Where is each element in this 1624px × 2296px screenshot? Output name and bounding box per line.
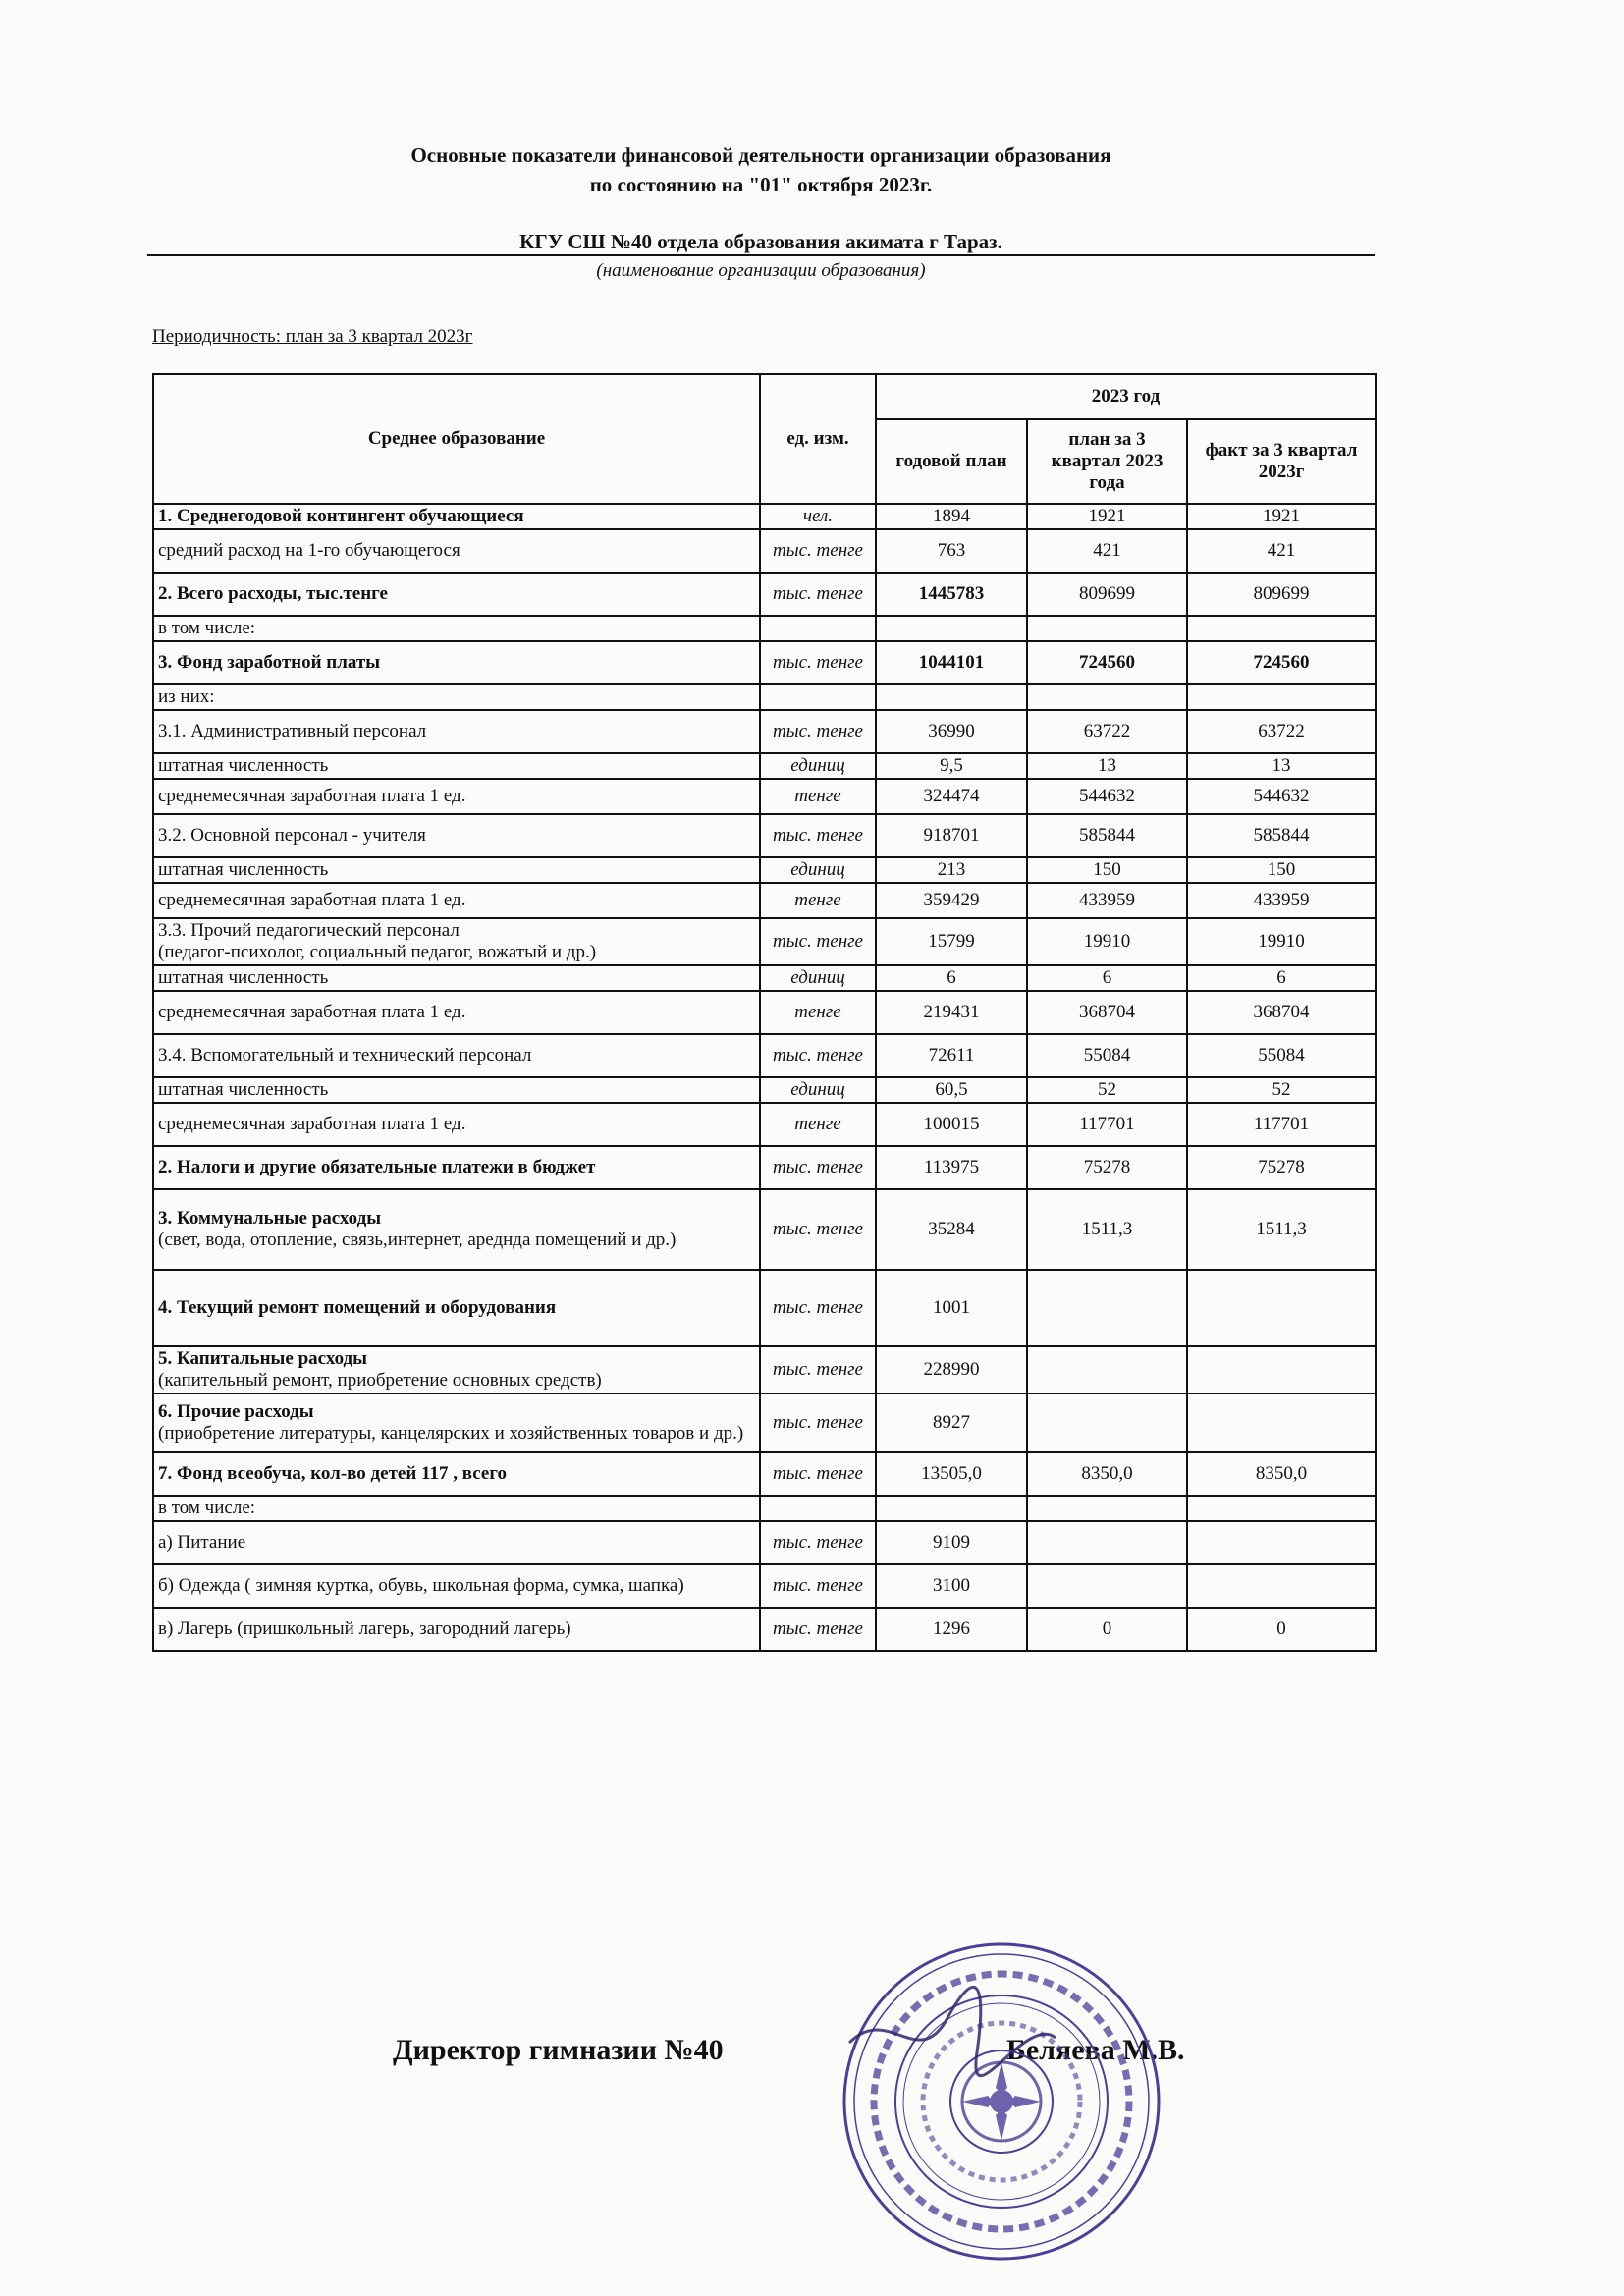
row-annual-plan: 1894 (876, 504, 1027, 529)
row-unit: тыс. тенге (760, 1146, 876, 1189)
row-unit: тыс. тенге (760, 710, 876, 753)
stamp-emblem (962, 2062, 1041, 2141)
row-q3-fact: 0 (1187, 1608, 1376, 1651)
row-label-main: 3.4. Вспомогательный и технический персонал (158, 1045, 532, 1066)
row-unit: тыс. тенге (760, 1452, 876, 1496)
row-label (153, 1146, 760, 1189)
table-row (153, 1346, 1376, 1394)
row-annual-plan: 219431 (876, 991, 1027, 1034)
row-q3-plan: 52 (1027, 1077, 1187, 1103)
row-annual-plan: 918701 (876, 814, 1027, 857)
row-label-main: среднемесячная заработная плата 1 ед. (158, 786, 466, 806)
title-line-1: Основные показатели финансовой деятельности организации образования (410, 143, 1111, 167)
table-row (153, 1394, 1376, 1452)
row-label (153, 684, 760, 710)
header-unit: ед. изм. (760, 374, 876, 504)
table-row (153, 965, 1376, 991)
row-annual-plan: 3100 (876, 1564, 1027, 1608)
document-title (147, 140, 1375, 199)
row-unit: тыс. тенге (760, 1521, 876, 1564)
table-row (153, 710, 1376, 753)
row-unit: тыс. тенге (760, 1394, 876, 1452)
table-row (153, 684, 1376, 710)
row-unit: тыс. тенге (760, 1564, 876, 1608)
row-q3-fact (1187, 1394, 1376, 1452)
table-row (153, 641, 1376, 684)
row-unit: единиц (760, 1077, 876, 1103)
row-label-main: штатная численность (158, 1079, 329, 1100)
table-row (153, 616, 1376, 641)
table-row (153, 1146, 1376, 1189)
row-q3-fact (1187, 616, 1376, 641)
row-annual-plan: 763 (876, 529, 1027, 573)
row-label (153, 1608, 760, 1651)
table-row (153, 1608, 1376, 1651)
row-label-main: средний расход на 1-го обучающегося (158, 540, 460, 561)
row-q3-plan: 13 (1027, 753, 1187, 779)
row-label-main: б) Одежда ( зимняя куртка, обувь, школьная форма, сумка, шапка) (158, 1575, 684, 1596)
row-label-main: 3.3. Прочий педагогический персонал (158, 920, 460, 941)
row-q3-plan: 809699 (1027, 573, 1187, 616)
row-q3-fact: 421 (1187, 529, 1376, 573)
row-q3-fact (1187, 684, 1376, 710)
table-row (153, 1496, 1376, 1521)
table-row (153, 1564, 1376, 1608)
row-q3-plan: 1511,3 (1027, 1189, 1187, 1270)
periodicity: Периодичность: план за 3 квартал 2023г (152, 326, 473, 347)
row-q3-plan (1027, 1346, 1187, 1394)
row-label-main: 7. Фонд всеобуча, кол-во детей 117 , всего (158, 1463, 507, 1484)
row-q3-plan: 1921 (1027, 504, 1187, 529)
row-unit: чел. (760, 504, 876, 529)
row-label (153, 1564, 760, 1608)
row-annual-plan: 9,5 (876, 753, 1027, 779)
header-year: 2023 год (876, 374, 1376, 419)
row-label-main: в) Лагерь (пришкольный лагерь, загородний лагерь) (158, 1618, 571, 1639)
row-q3-plan: 433959 (1027, 883, 1187, 918)
row-label (153, 883, 760, 918)
table-body (153, 504, 1376, 1651)
financial-table (152, 373, 1377, 1652)
row-annual-plan: 324474 (876, 779, 1027, 814)
row-q3-fact: 368704 (1187, 991, 1376, 1034)
row-q3-plan: 117701 (1027, 1103, 1187, 1146)
row-unit: тыс. тенге (760, 1346, 876, 1394)
row-q3-plan (1027, 1394, 1187, 1452)
row-q3-plan: 55084 (1027, 1034, 1187, 1077)
row-label-main: 2. Налоги и другие обязательные платежи в бюджет (158, 1157, 596, 1177)
row-q3-fact: 8350,0 (1187, 1452, 1376, 1496)
row-annual-plan: 228990 (876, 1346, 1027, 1394)
row-annual-plan: 60,5 (876, 1077, 1027, 1103)
header-annual-plan: годовой план (876, 419, 1027, 504)
row-q3-plan: 544632 (1027, 779, 1187, 814)
row-unit: тенге (760, 1103, 876, 1146)
row-q3-fact: 19910 (1187, 918, 1376, 965)
row-annual-plan (876, 616, 1027, 641)
row-q3-plan: 19910 (1027, 918, 1187, 965)
table-row (153, 857, 1376, 883)
table-row (153, 1270, 1376, 1346)
row-q3-plan: 368704 (1027, 991, 1187, 1034)
row-unit: тенге (760, 779, 876, 814)
row-annual-plan: 359429 (876, 883, 1027, 918)
row-label (153, 1034, 760, 1077)
row-unit (760, 1496, 876, 1521)
row-label-main: 3.2. Основной персонал - учителя (158, 825, 426, 846)
row-q3-fact: 63722 (1187, 710, 1376, 753)
table-row (153, 1521, 1376, 1564)
signature-name: Беляева М.В. (1006, 2034, 1185, 2066)
row-label-main: 4. Текущий ремонт помещений и оборудования (158, 1297, 557, 1318)
row-label-main: 3. Коммунальные расходы (158, 1208, 382, 1229)
table-row (153, 1077, 1376, 1103)
row-q3-plan: 150 (1027, 857, 1187, 883)
row-q3-plan: 8350,0 (1027, 1452, 1187, 1496)
row-q3-fact (1187, 1346, 1376, 1394)
row-q3-fact: 433959 (1187, 883, 1376, 918)
header-category: Среднее образование (153, 374, 760, 504)
table-row (153, 504, 1376, 529)
row-unit: тыс. тенге (760, 1608, 876, 1651)
row-q3-fact (1187, 1496, 1376, 1521)
row-unit: тыс. тенге (760, 1270, 876, 1346)
row-q3-plan: 724560 (1027, 641, 1187, 684)
row-q3-fact: 724560 (1187, 641, 1376, 684)
row-q3-plan (1027, 1496, 1187, 1521)
row-label (153, 753, 760, 779)
row-label (153, 1189, 760, 1270)
row-annual-plan: 35284 (876, 1189, 1027, 1270)
row-q3-fact: 585844 (1187, 814, 1376, 857)
official-stamp (830, 1925, 1173, 2278)
row-q3-fact: 13 (1187, 753, 1376, 779)
row-unit: тыс. тенге (760, 529, 876, 573)
row-q3-plan: 0 (1027, 1608, 1187, 1651)
row-annual-plan: 1296 (876, 1608, 1027, 1651)
signature-role: Директор гимназии №40 (393, 2034, 724, 2066)
row-label-main: 5. Капитальные расходы (158, 1348, 367, 1369)
row-q3-fact (1187, 1521, 1376, 1564)
table-row (153, 1103, 1376, 1146)
row-label (153, 1521, 760, 1564)
row-label (153, 504, 760, 529)
row-annual-plan: 36990 (876, 710, 1027, 753)
row-label (153, 1270, 760, 1346)
row-unit: тенге (760, 883, 876, 918)
row-unit (760, 684, 876, 710)
row-unit: тыс. тенге (760, 573, 876, 616)
row-label (153, 616, 760, 641)
row-label (153, 529, 760, 573)
row-q3-fact: 117701 (1187, 1103, 1376, 1146)
row-q3-plan (1027, 1521, 1187, 1564)
row-unit: тыс. тенге (760, 1034, 876, 1077)
row-unit: тыс. тенге (760, 918, 876, 965)
row-label (153, 1077, 760, 1103)
row-annual-plan: 72611 (876, 1034, 1027, 1077)
row-label-main: в том числе: (158, 1498, 256, 1518)
row-unit: единиц (760, 965, 876, 991)
organization-underline (147, 254, 1375, 256)
row-q3-fact: 809699 (1187, 573, 1376, 616)
table-row (153, 1189, 1376, 1270)
row-unit: единиц (760, 753, 876, 779)
row-q3-plan: 75278 (1027, 1146, 1187, 1189)
row-label (153, 641, 760, 684)
table-row (153, 814, 1376, 857)
row-q3-fact (1187, 1564, 1376, 1608)
row-label (153, 1346, 760, 1394)
row-annual-plan: 100015 (876, 1103, 1027, 1146)
row-label (153, 1452, 760, 1496)
row-annual-plan: 1044101 (876, 641, 1027, 684)
row-annual-plan: 15799 (876, 918, 1027, 965)
row-annual-plan: 1445783 (876, 573, 1027, 616)
row-q3-fact: 544632 (1187, 779, 1376, 814)
table-row (153, 753, 1376, 779)
row-label (153, 779, 760, 814)
row-q3-plan: 6 (1027, 965, 1187, 991)
row-annual-plan: 8927 (876, 1394, 1027, 1452)
row-label-main: среднемесячная заработная плата 1 ед. (158, 1002, 466, 1022)
table-row (153, 1034, 1376, 1077)
row-annual-plan (876, 684, 1027, 710)
row-annual-plan: 9109 (876, 1521, 1027, 1564)
row-annual-plan: 13505,0 (876, 1452, 1027, 1496)
row-q3-fact: 75278 (1187, 1146, 1376, 1189)
row-q3-plan: 63722 (1027, 710, 1187, 753)
row-label (153, 710, 760, 753)
row-label (153, 814, 760, 857)
row-q3-fact: 55084 (1187, 1034, 1376, 1077)
row-label-main: 6. Прочие расходы (158, 1401, 314, 1422)
row-q3-plan: 585844 (1027, 814, 1187, 857)
row-annual-plan: 6 (876, 965, 1027, 991)
row-label-note: (педагог-психолог, социальный педагог, вожатый и др.) (158, 942, 597, 962)
row-q3-fact: 150 (1187, 857, 1376, 883)
row-label-main: среднемесячная заработная плата 1 ед. (158, 1114, 466, 1134)
row-q3-fact: 1921 (1187, 504, 1376, 529)
organization-caption: (наименование организации образования) (596, 260, 926, 281)
row-q3-fact: 6 (1187, 965, 1376, 991)
row-q3-plan: 421 (1027, 529, 1187, 573)
header-q3-plan: план за 3 квартал 2023 года (1027, 419, 1187, 504)
organization-name: КГУ СШ №40 отдела образования акимата г Тараз. (519, 230, 1002, 253)
row-annual-plan (876, 1496, 1027, 1521)
row-q3-fact (1187, 1270, 1376, 1346)
table-row (153, 991, 1376, 1034)
row-label-main: а) Питание (158, 1532, 246, 1553)
row-unit: тенге (760, 991, 876, 1034)
row-label-main: 2. Всего расходы, тыс.тенге (158, 583, 388, 604)
row-unit (760, 616, 876, 641)
row-label-main: 1. Среднегодовой контингент обучающиеся (158, 506, 524, 526)
row-label-main: в том числе: (158, 618, 256, 638)
row-q3-fact: 52 (1187, 1077, 1376, 1103)
row-q3-plan (1027, 684, 1187, 710)
row-label (153, 918, 760, 965)
table-row (153, 1452, 1376, 1496)
row-q3-fact: 1511,3 (1187, 1189, 1376, 1270)
row-label-note: (приобретение литературы, канцелярских и хозяйственных товаров и др.) (158, 1423, 744, 1444)
row-label (153, 965, 760, 991)
row-q3-plan (1027, 1270, 1187, 1346)
row-label-main: 3. Фонд заработной платы (158, 652, 381, 673)
row-label-main: штатная численность (158, 967, 329, 988)
header-q3-fact: факт за 3 квартал 2023г (1187, 419, 1376, 504)
table-row (153, 779, 1376, 814)
row-q3-plan (1027, 1564, 1187, 1608)
row-label-main: штатная численность (158, 859, 329, 880)
row-label-main: из них: (158, 686, 215, 707)
row-annual-plan: 113975 (876, 1146, 1027, 1189)
row-label (153, 1496, 760, 1521)
row-label-main: штатная численность (158, 755, 329, 776)
title-line-2: по состоянию на "01" октября 2023г. (589, 173, 933, 196)
row-label-note: (свет, вода, отопление, связь,интернет, ареднда помещений и др.) (158, 1230, 677, 1250)
table-row (153, 918, 1376, 965)
table-row (153, 573, 1376, 616)
row-label-main: 3.1. Административный персонал (158, 721, 427, 741)
row-label (153, 1103, 760, 1146)
table-row (153, 883, 1376, 918)
row-unit: тыс. тенге (760, 814, 876, 857)
row-q3-plan (1027, 616, 1187, 641)
table-row (153, 529, 1376, 573)
row-unit: тыс. тенге (760, 641, 876, 684)
row-label (153, 991, 760, 1034)
row-label (153, 1394, 760, 1452)
row-label-main: среднемесячная заработная плата 1 ед. (158, 890, 466, 910)
row-annual-plan: 213 (876, 857, 1027, 883)
row-unit: тыс. тенге (760, 1189, 876, 1270)
row-unit: единиц (760, 857, 876, 883)
row-annual-plan: 1001 (876, 1270, 1027, 1346)
row-label (153, 573, 760, 616)
row-label-note: (капительный ремонт, приобретение основных средств) (158, 1370, 602, 1391)
row-label (153, 857, 760, 883)
